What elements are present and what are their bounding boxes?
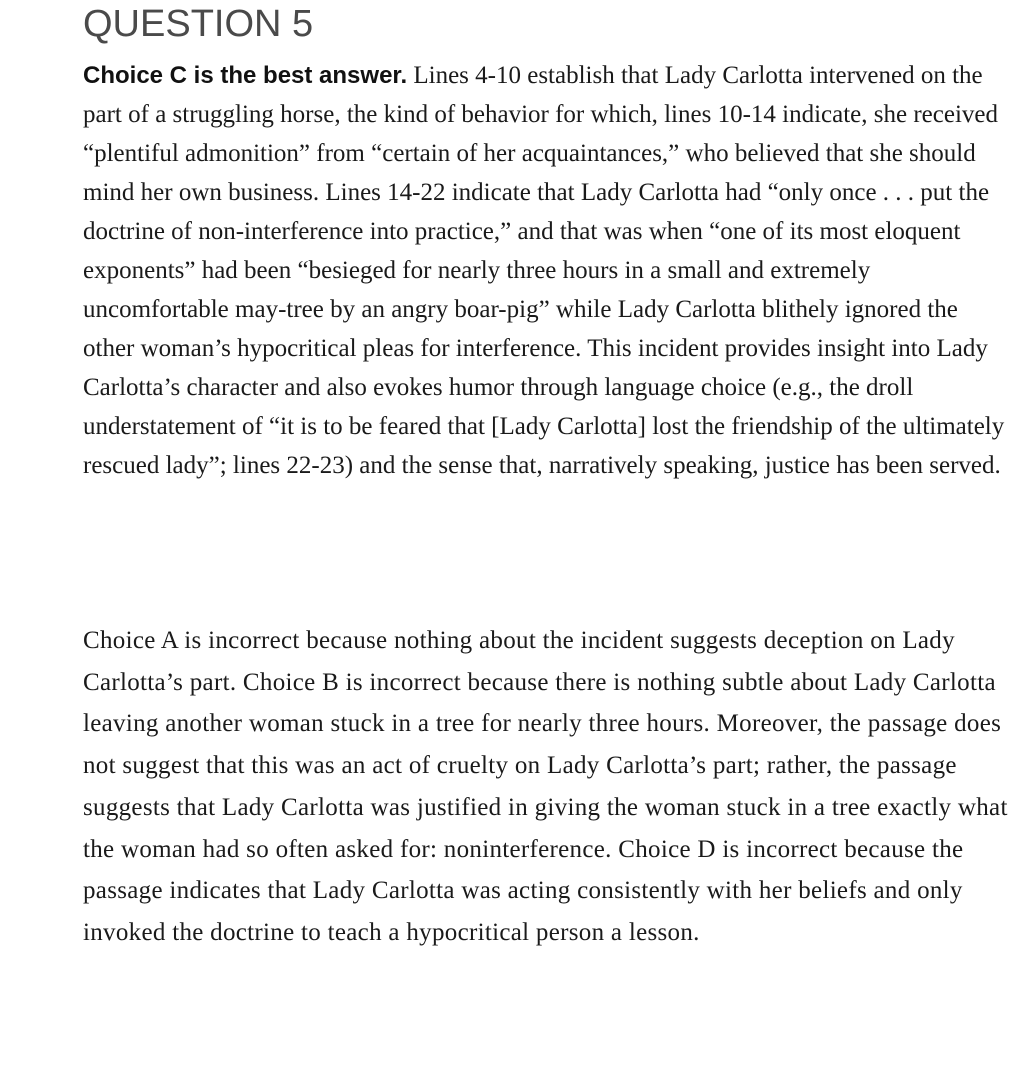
answer-explanation-paragraph: [83, 56, 1013, 485]
incorrect-choices-paragraph: Choice A is incorrect because nothing about the incident suggests deception on Lady Carlotta’s part. Choice B is incorrect because there is nothing subtle about Lady Carlotta leaving another woman stuck in a tree for nearly three hours. Moreover, the passage does not suggest that this was an act of cruelty on Lady Carlotta’s part; rather, the passage suggests that Lady Carlotta was justified in giving the woman stuck in a tree exactly what the woman had so often asked for: noninterference. Choice D is incorrect because the passage indicates that Lady Carlotta was acting consistently with her beliefs and only invoked the doctrine to teach a hypocritical person a lesson.: [83, 627, 1008, 946]
explanation-text: Lines 4-10 establish that Lady Carlotta intervened on the part of a struggling horse, the kind of behavior for which, lines 10-14 indicate, she received “plentiful admonition” from “certain of her acquaintances,” who believed that she should mind her own business. Lines 14-22 indicate that Lady Carlotta had “only once . . . put the doctrine of non-interference into practice,” and that was when “one of its most eloquent exponents” had been “besieged for nearly three hours in a small and extremely uncomfortable may-tree by an angry boar-pig” while Lady Carlotta blithely ignored the other woman’s hypocritical pleas for interference. This incident provides insight into Lady Carlotta’s character and also evokes humor through language choice (e.g., the droll understatement of “it is to be feared that [Lady Carlotta] lost the friendship of the ultimately rescued lady”; lines 22-23) and the sense that, narratively speaking, justice has been served.: [83, 62, 1005, 479]
question-heading: QUESTION 5: [83, 3, 314, 45]
best-answer-lead: Choice C is the best answer.: [83, 62, 408, 89]
